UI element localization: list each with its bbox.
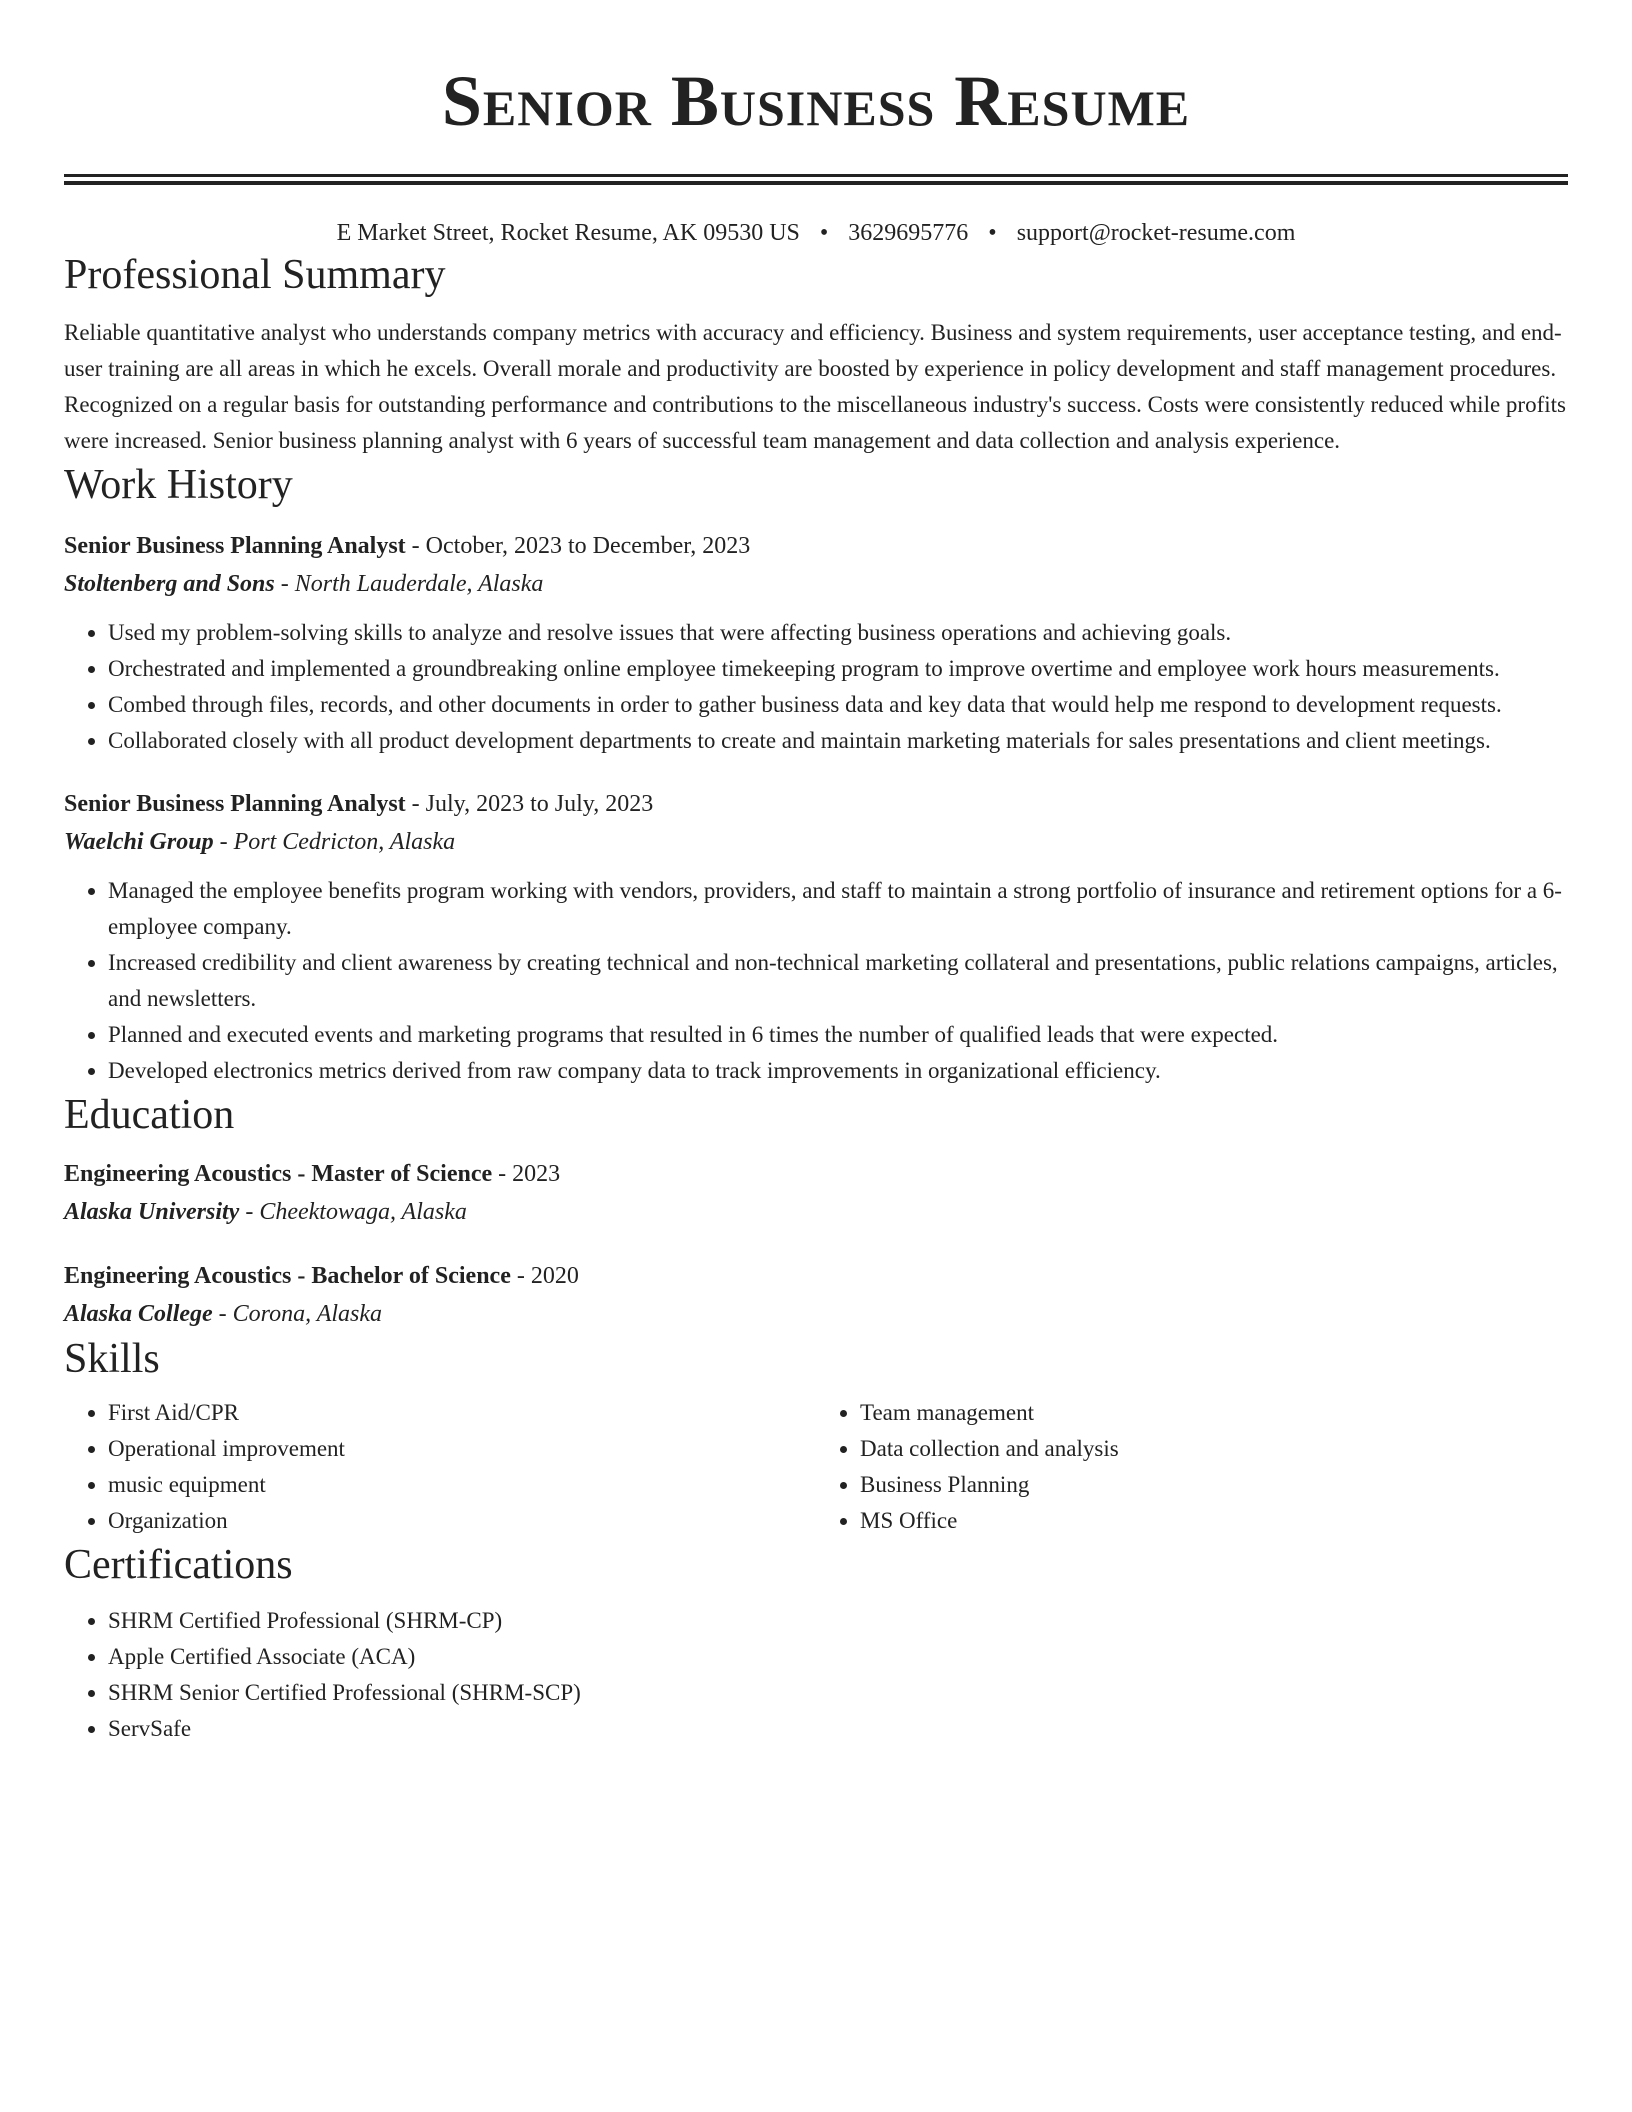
certification-item: • Apple Certified Associate (ACA) bbox=[108, 1639, 1568, 1675]
skill-item: • Team management bbox=[860, 1395, 1568, 1431]
job-bullet: • Developed electronics metrics derived from raw company data to track improvements in organizational efficiency. bbox=[108, 1053, 1568, 1089]
job-entry bbox=[64, 785, 1568, 1089]
certification-item: • SHRM Certified Professional (SHRM-CP) bbox=[108, 1603, 1568, 1639]
skills-list-left bbox=[64, 1395, 816, 1539]
degree-year: - 2020 bbox=[510, 1263, 579, 1289]
job-bullet: • Orchestrated and implemented a groundbreaking online employee timekeeping program to improve overtime and employee work hours measurements. bbox=[108, 651, 1568, 687]
job-title: Senior Business Planning Analyst bbox=[64, 791, 406, 817]
school-line bbox=[64, 1295, 1568, 1333]
job-entry bbox=[64, 527, 1568, 759]
certifications-heading: Certifications bbox=[64, 1542, 293, 1588]
job-company-line bbox=[64, 823, 1568, 861]
contact-line bbox=[64, 217, 1568, 249]
contact-phone: 3629695776 bbox=[848, 220, 969, 246]
degree-line bbox=[64, 1257, 1568, 1295]
job-bullets bbox=[64, 615, 1568, 759]
summary-text: Reliable quantitative analyst who understands company metrics with accuracy and efficiency. Business and system requirements, user acceptance testing, and end-user training are all areas in which he excels. Overall morale and productivity are boosted by experience in policy development and staff management procedures. Recognized on a regular basis for outstanding performance and contributions to the miscellaneous industry's success. Costs were consistently reduced while profits were increased. Senior business planning analyst with 6 years of successful team management and data collection and analysis experience. bbox=[64, 320, 1566, 453]
skill-item: • Organization bbox=[108, 1503, 816, 1539]
degree-year: - 2023 bbox=[492, 1161, 561, 1187]
job-company: Waelchi Group bbox=[64, 829, 214, 855]
skill-item: • music equipment bbox=[108, 1467, 816, 1503]
contact-separator: • bbox=[988, 220, 997, 246]
job-bullet: • Managed the employee benefits program working with vendors, providers, and staff to maintain a strong portfolio of insurance and retirement options for a 6-employee company. bbox=[108, 873, 1568, 945]
job-bullets bbox=[64, 873, 1568, 1089]
job-bullet: • Planned and executed events and marketing programs that resulted in 6 times the number of qualified leads that were expected. bbox=[108, 1017, 1568, 1053]
skill-item: • Data collection and analysis bbox=[860, 1431, 1568, 1467]
skill-item: • MS Office bbox=[860, 1503, 1568, 1539]
school-line bbox=[64, 1193, 1568, 1231]
certifications-list bbox=[64, 1603, 1568, 1747]
resume-title: Senior Business Resume bbox=[441, 61, 1191, 141]
work-history-heading: Work History bbox=[64, 462, 293, 508]
summary-heading: Professional Summary bbox=[64, 252, 446, 298]
job-company: Stoltenberg and Sons bbox=[64, 571, 275, 597]
skills-list-right bbox=[816, 1395, 1568, 1539]
job-title: Senior Business Planning Analyst bbox=[64, 533, 406, 559]
skill-item: • Operational improvement bbox=[108, 1431, 816, 1467]
job-location: - North Lauderdale, Alaska bbox=[274, 571, 544, 597]
school: Alaska College bbox=[64, 1301, 213, 1327]
skills-columns bbox=[64, 1395, 1568, 1539]
job-bullet: • Collaborated closely with all product development departments to create and maintain marketing materials for sales presentations and client meetings. bbox=[108, 723, 1568, 759]
job-bullet: • Used my problem-solving skills to analyze and resolve issues that were affecting business operations and achieving goals. bbox=[108, 615, 1568, 651]
job-dates: - October, 2023 to December, 2023 bbox=[405, 533, 751, 559]
job-company-line bbox=[64, 565, 1568, 603]
certification-item: • SHRM Senior Certified Professional (SHRM-SCP) bbox=[108, 1675, 1568, 1711]
skills-heading: Skills bbox=[64, 1336, 160, 1382]
job-title-line bbox=[64, 527, 1568, 565]
certification-item: • ServSafe bbox=[108, 1711, 1568, 1747]
job-title-line bbox=[64, 785, 1568, 823]
skill-item: • First Aid/CPR bbox=[108, 1395, 816, 1431]
job-bullet: • Increased credibility and client awareness by creating technical and non-technical marketing collateral and presentations, public relations campaigns, articles, and newsletters. bbox=[108, 945, 1568, 1017]
school-location: - Corona, Alaska bbox=[212, 1301, 383, 1327]
job-bullet: • Combed through files, records, and other documents in order to gather business data and key data that would help me respond to development requests. bbox=[108, 687, 1568, 723]
education-heading: Education bbox=[64, 1092, 235, 1138]
school: Alaska University bbox=[64, 1199, 240, 1225]
degree-line bbox=[64, 1155, 1568, 1193]
degree: Engineering Acoustics - Master of Science bbox=[64, 1161, 493, 1187]
contact-email: support@rocket-resume.com bbox=[1016, 220, 1296, 246]
education-entry bbox=[64, 1155, 1568, 1231]
contact-separator: • bbox=[819, 220, 829, 246]
skill-item: • Business Planning bbox=[860, 1467, 1568, 1503]
school-location: - Cheektowaga, Alaska bbox=[239, 1199, 467, 1225]
degree: Engineering Acoustics - Bachelor of Science bbox=[64, 1263, 511, 1289]
education-entry bbox=[64, 1257, 1568, 1333]
job-dates: - July, 2023 to July, 2023 bbox=[405, 791, 654, 817]
title-double-rule bbox=[64, 174, 1568, 185]
job-location: - Port Cedricton, Alaska bbox=[213, 829, 456, 855]
contact-address: E Market Street, Rocket Resume, AK 09530 US bbox=[336, 220, 800, 246]
